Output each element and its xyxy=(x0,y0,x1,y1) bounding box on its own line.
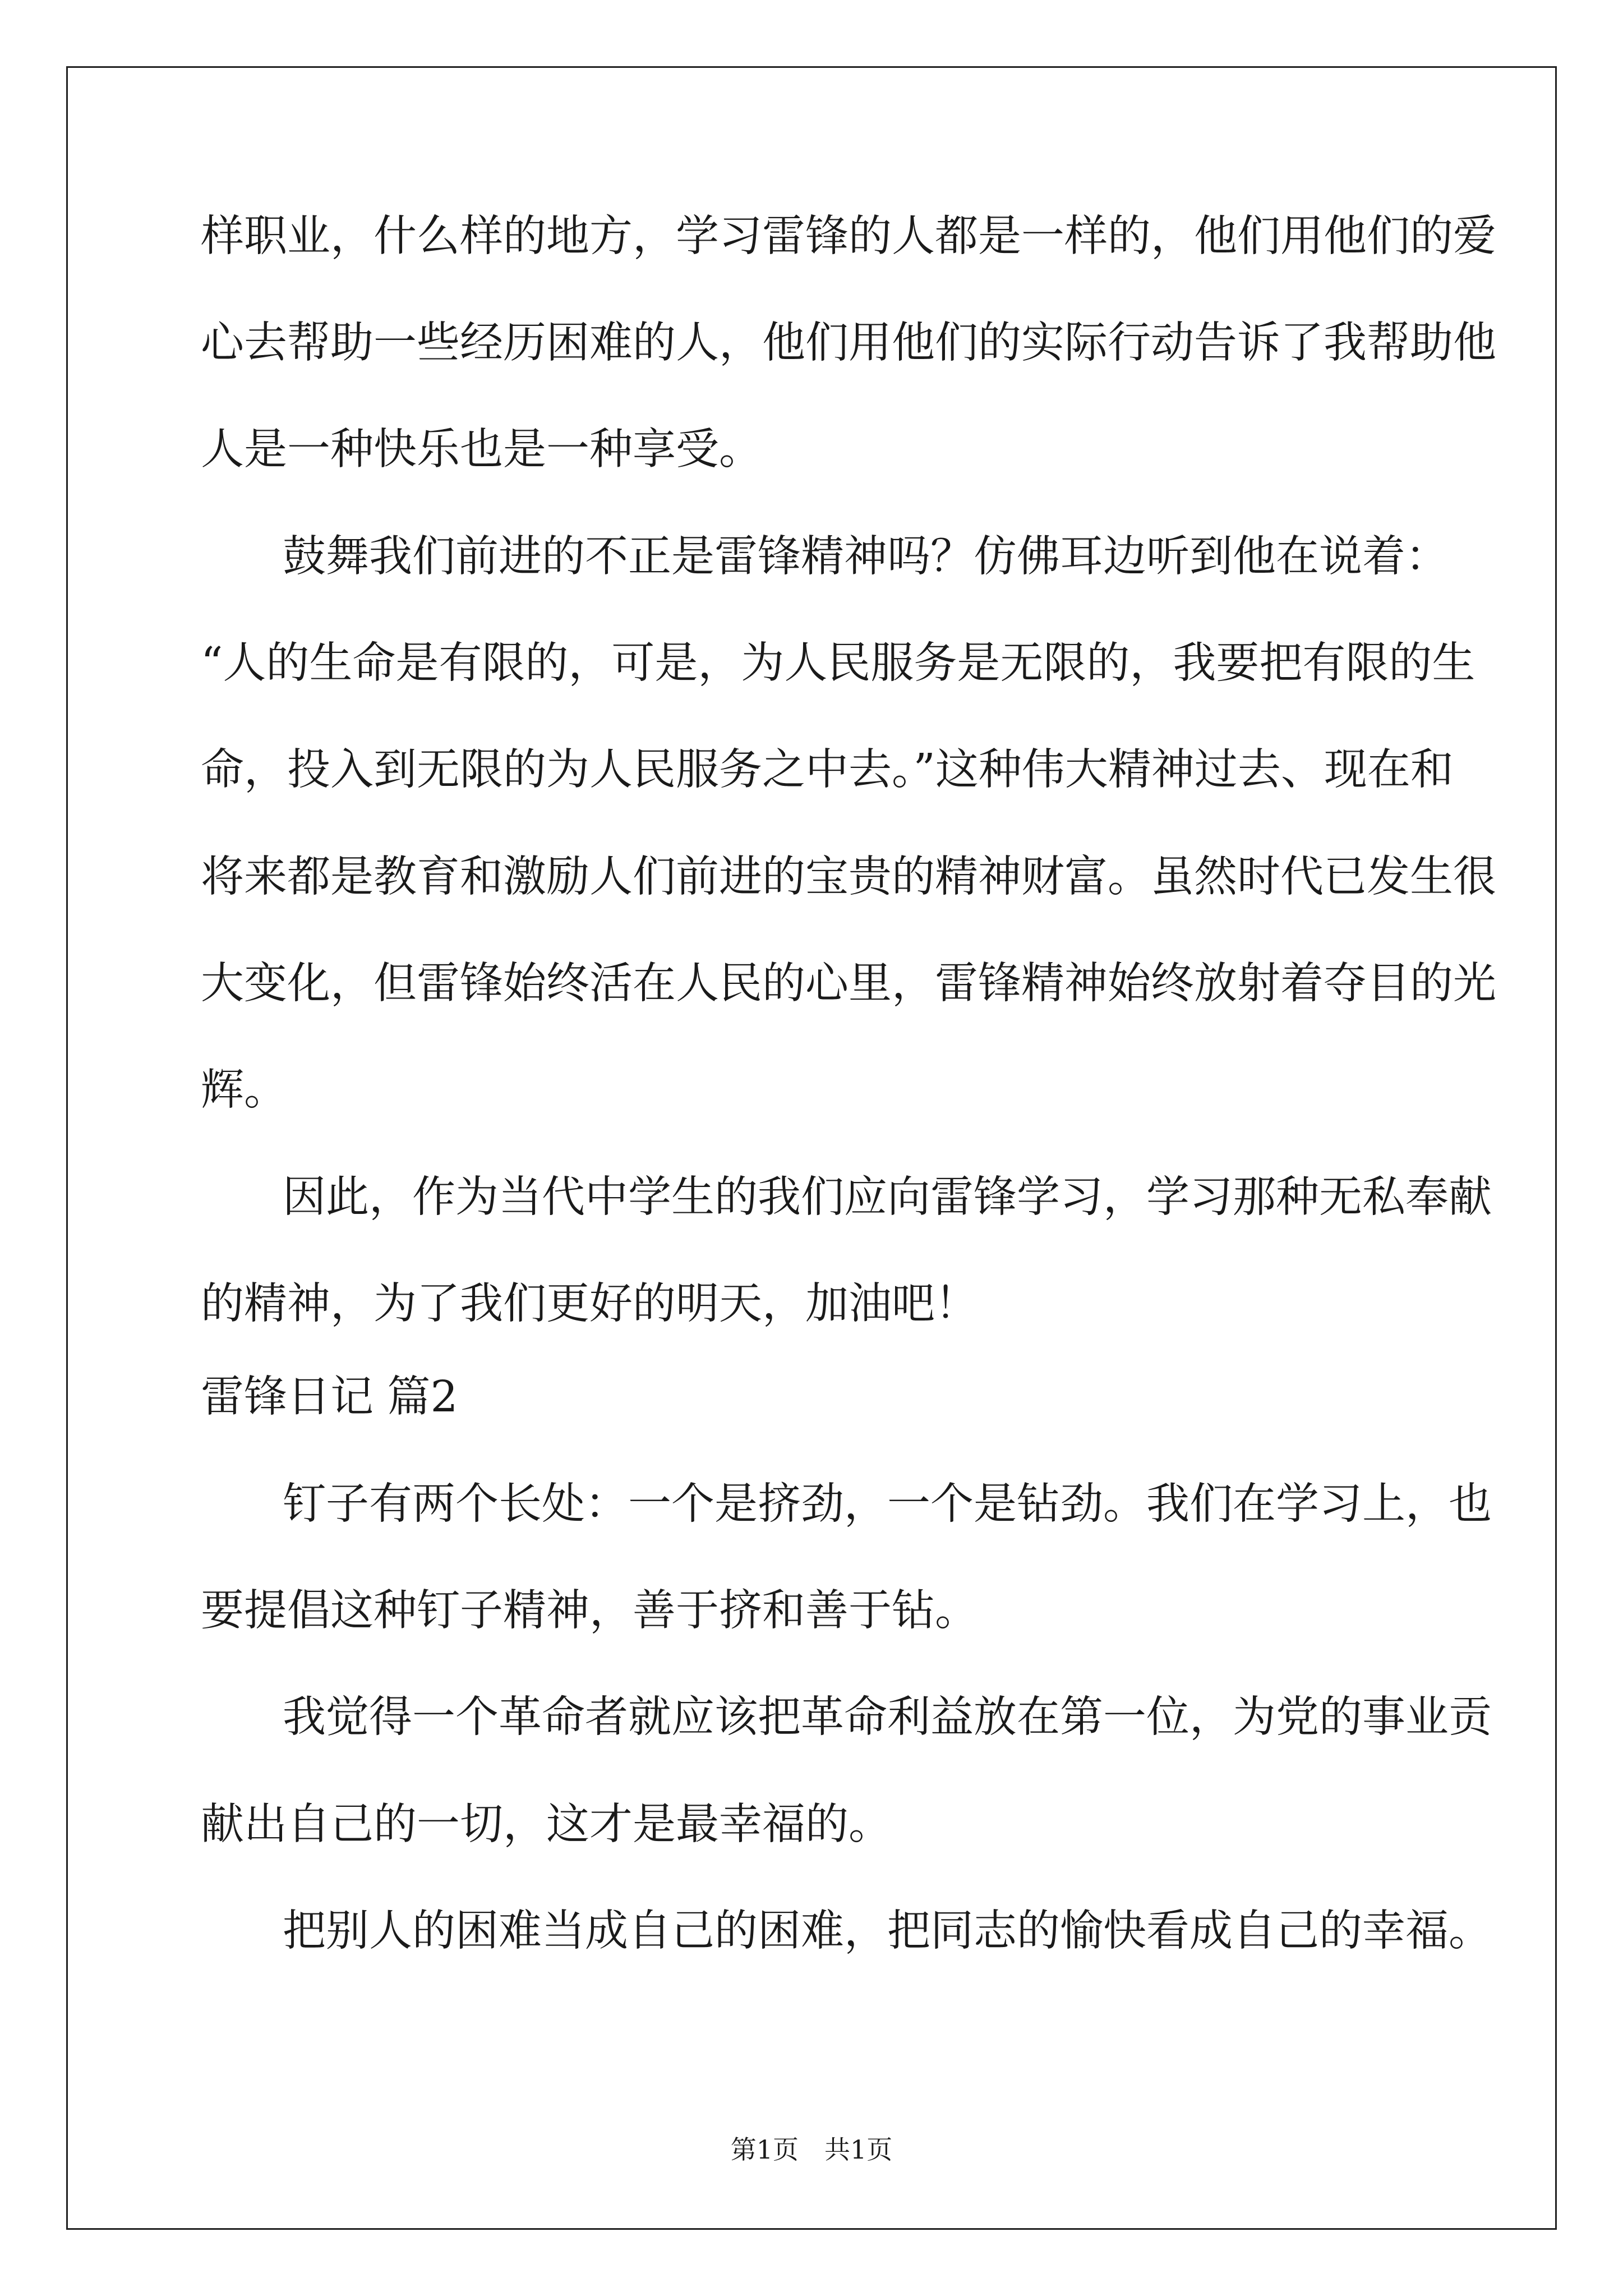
text-line: 大变化，但雷锋始终活在人民的心里，雷锋精神始终放射着夺目的光 xyxy=(201,959,1496,1009)
page-footer xyxy=(0,2133,1623,2166)
text-line: 人是一种快乐也是一种享受。 xyxy=(201,425,762,475)
text-line: 献出自己的一切，这才是最幸福的。 xyxy=(201,1800,892,1849)
text-line: 的精神，为了我们更好的明天，加油吧！ xyxy=(201,1279,978,1329)
text-line: 辉。 xyxy=(201,1065,287,1115)
page-number-current: 第1页 xyxy=(730,2134,799,2165)
text-line: “人的生命是有限的，可是，为人民服务是无限的，我要把有限的生 xyxy=(201,638,1476,688)
text-line: 样职业，什么样的地方，学习雷锋的人都是一样的，他们用他们的爱 xyxy=(201,211,1496,261)
paragraph-start-line: 钉子有两个长处：一个是挤劲，一个是钻劲。我们在学习上，也 xyxy=(283,1479,1492,1529)
text-line: 要提倡这种钉子精神，善于挤和善于钻。 xyxy=(201,1586,978,1636)
paragraph-start-line: 把别人的困难当成自己的困难，把同志的愉快看成自己的幸福。 xyxy=(283,1906,1492,1956)
paragraph-start-line: 我觉得一个革命者就应该把革命利益放在第一位，为党的事业贡 xyxy=(283,1692,1492,1742)
text-line: 将来都是教育和激励人们前进的宝贵的精神财富。虽然时代已发生很 xyxy=(201,852,1496,902)
paragraph-start-line: 鼓舞我们前进的不正是雷锋精神吗？仿佛耳边听到他在说着： xyxy=(283,532,1449,582)
text-line: 心去帮助一些经历困难的人，他们用他们的实际行动告诉了我帮助他 xyxy=(201,318,1496,368)
section-heading: 雷锋日记 篇2 xyxy=(201,1372,458,1422)
text-line: 命，投入到无限的为人民服务之中去。”这种伟大精神过去、现在和 xyxy=(201,745,1454,795)
paragraph-start-line: 因此，作为当代中学生的我们应向雷锋学习，学习那种无私奉献 xyxy=(283,1172,1492,1222)
page-number-total: 共1页 xyxy=(824,2134,893,2165)
